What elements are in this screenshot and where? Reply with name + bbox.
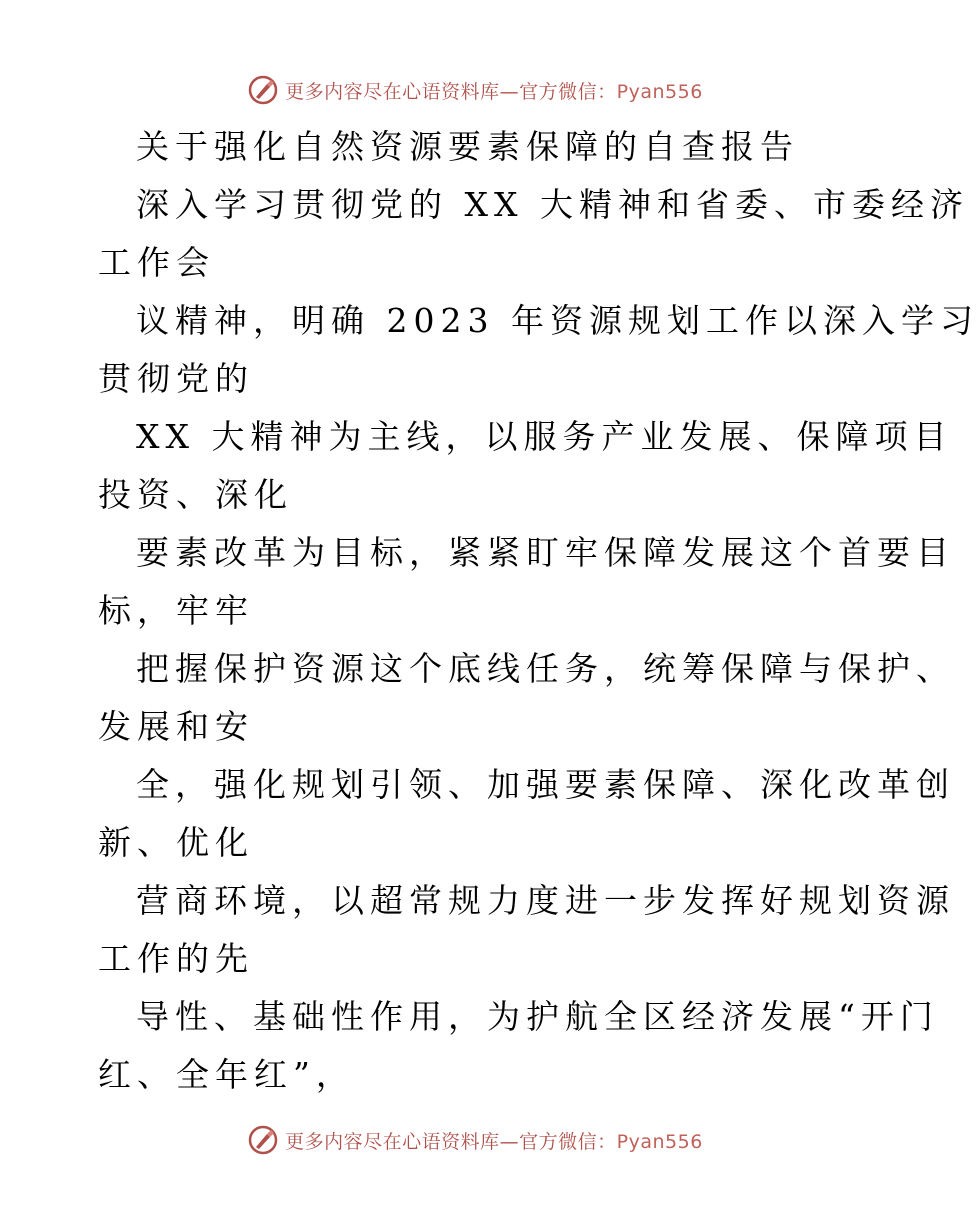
watermark-banner-bottom [0, 1120, 950, 1160]
paragraph-line: 全，强化规划引领、加强要素保障、深化改革创 [136, 765, 955, 804]
paragraph-line: 标，牢牢 [98, 591, 254, 630]
paragraph-line: 工作会 [98, 243, 215, 282]
paragraph-line: 工作的先 [98, 939, 254, 978]
paragraph-line: 营商环境，以超常规力度进一步发挥好规划资源 [136, 881, 955, 920]
paragraph-line: XX 大精神为主线，以服务产业发展、保障项目 [136, 417, 953, 456]
paragraph-line: 把握保护资源这个底线任务，统筹保障与保护、 [136, 649, 955, 688]
watermark-banner-top [0, 70, 950, 110]
paragraph-line: 贯彻党的 [98, 359, 254, 398]
document-body [98, 118, 979, 1104]
paragraph-line: 要素改革为目标，紧紧盯牢保障发展这个首要目 [136, 533, 955, 572]
watermark-text: 更多内容尽在心语资料库—官方微信：Pyan556 [285, 1130, 703, 1153]
paragraph-line: 导性、基础性作用，为护航全区经济发展“开门 [136, 997, 939, 1036]
watermark-text: 更多内容尽在心语资料库—官方微信：Pyan556 [285, 80, 703, 103]
paragraph-line: 新、优化 [98, 823, 254, 862]
paragraph-line: 深入学习贯彻党的 XX 大精神和省委、市委经济 [136, 185, 969, 224]
document-title: 关于强化自然资源要素保障的自查报告 [136, 127, 799, 166]
paragraph-line: 议精神，明确 2023 年资源规划工作以深入学习 [136, 301, 979, 340]
paragraph-line: 红、全年红”， [98, 1055, 355, 1094]
paragraph-line: 发展和安 [98, 707, 254, 746]
pen-logo-icon [247, 1124, 279, 1156]
paragraph-line: 投资、深化 [98, 475, 293, 514]
pen-logo-icon [247, 74, 279, 106]
